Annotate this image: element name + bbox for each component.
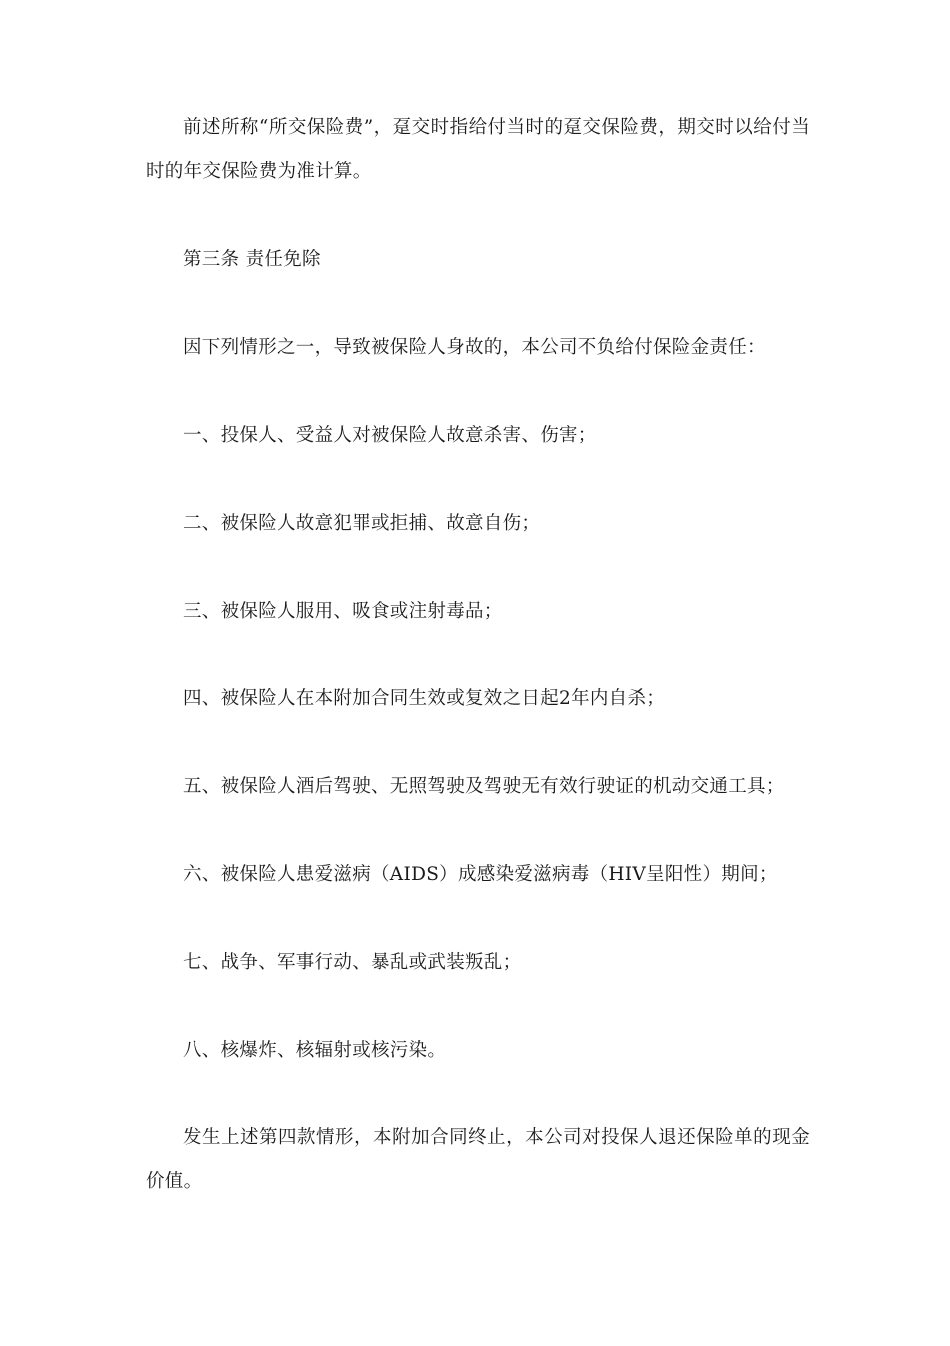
list-item-exclusion-1: 一、投保人、受益人对被保险人故意杀害、伤害； <box>183 425 597 446</box>
section-heading-exclusions: 第三条 责任免除 <box>183 249 321 270</box>
list-item-exclusion-3: 三、被保险人服用、吸食或注射毒品； <box>183 601 503 622</box>
list-item-exclusion-4: 四、被保险人在本附加合同生效或复效之日起2年内自杀； <box>183 688 666 709</box>
list-item-exclusion-5: 五、被保险人酒后驾驶、无照驾驶及驾驶无有效行驶证的机动交通工具； <box>183 776 785 797</box>
paragraph-exclusion-intro: 因下列情形之一，导致被保险人身故的，本公司不负给付保险金责任： <box>183 337 766 358</box>
paragraph-termination-note: 发生上述第四款情形，本附加合同终止，本公司对投保人退还保险单的现金价值。 <box>146 1127 810 1192</box>
paragraph-premium-definition: 前述所称“所交保险费”，趸交时指给付当时的趸交保险费，期交时以给付当时的年交保险费为准计算。 <box>146 117 810 182</box>
list-item-exclusion-7: 七、战争、军事行动、暴乱或武装叛乱； <box>183 952 522 973</box>
list-item-exclusion-6: 六、被保险人患爱滋病（AIDS）成感染爱滋病毒（HIV呈阳性）期间； <box>183 864 778 885</box>
list-item-exclusion-2: 二、被保险人故意犯罪或拒捕、故意自伤； <box>183 513 541 534</box>
list-item-exclusion-8: 八、核爆炸、核辐射或核污染。 <box>183 1040 447 1061</box>
